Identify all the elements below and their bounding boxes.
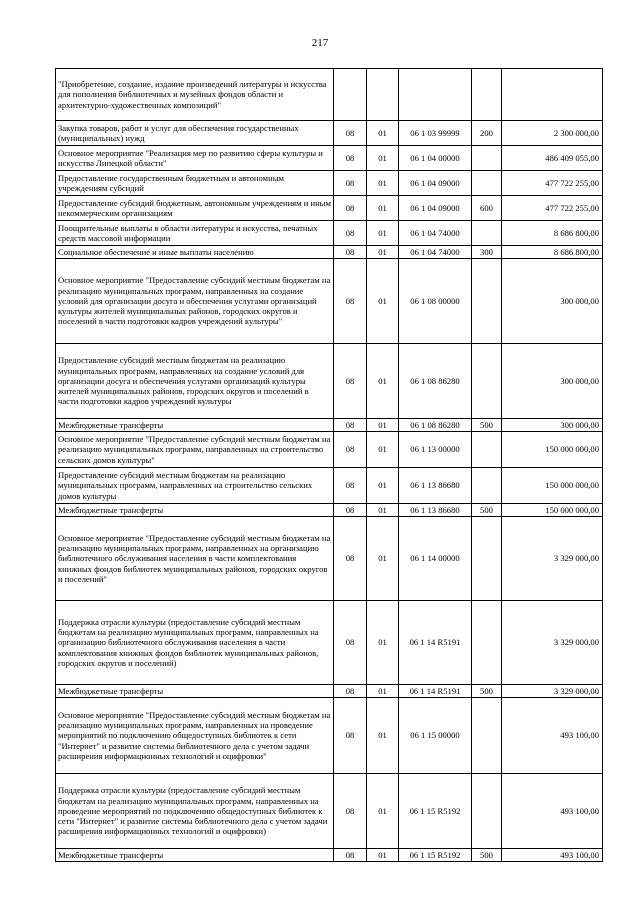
cell-subsection: 01: [367, 685, 399, 698]
cell-name: Основное мероприятие "Предоставление субсидий местным бюджетам на реализацию муниципальных программ, направленных на создание условий для организации досуга и обеспечения услугами организаций культуры жителей муниципальных районов, городских округов и поселений в части подготовки кадров учреждений культуры": [56, 259, 334, 344]
cell-subsection: 01: [367, 774, 399, 849]
cell-subsection: 01: [367, 601, 399, 685]
cell-section: 08: [334, 171, 367, 196]
cell-name: Основное мероприятие "Реализация мер по развитию сферы культуры и искусства Липецкой области": [56, 146, 334, 171]
cell-amount: 477 722 255,00: [502, 171, 603, 196]
cell-amount: 300 000,00: [502, 419, 603, 432]
cell-expense-type: 500: [472, 504, 502, 517]
cell-name: Основное мероприятие "Предоставление субсидий местным бюджетам на реализацию муниципальных программ, направленных на строительство сельских домов культуры": [56, 432, 334, 468]
cell-expense-type: 500: [472, 685, 502, 698]
cell-section: 08: [334, 685, 367, 698]
cell-subsection: 01: [367, 121, 399, 146]
cell-amount: 150 000 000,00: [502, 504, 603, 517]
cell-amount: 3 329 000,00: [502, 685, 603, 698]
cell-name: Основное мероприятие "Предоставление субсидий местным бюджетам на реализацию муниципальных программ, направленных на организацию библиотечного обслуживания населения в части комплектования книжных фондов библиотек муниципальных районов, городских округов и поселений": [56, 517, 334, 601]
cell-name: Поддержка отрасли культуры (предоставление субсидий местным бюджетам на реализацию муниципальных программ, направленных на проведение мероприятий по подключению общедоступных библиотек к сети "Интернет" и развитие системы библиотечного дела с учетом задачи расширения информационных технологий и оцифровки): [56, 774, 334, 849]
cell-expense-type: 200: [472, 121, 502, 146]
cell-subsection: 01: [367, 698, 399, 774]
cell-amount: 2 300 000,00: [502, 121, 603, 146]
cell-name: Предоставление государственным бюджетным и автономным учреждениям субсидий: [56, 171, 334, 196]
table-row: [56, 344, 603, 419]
cell-target-article: 06 1 13 86680: [399, 468, 472, 504]
cell-amount: [502, 69, 603, 121]
cell-subsection: 01: [367, 432, 399, 468]
cell-section: 08: [334, 196, 367, 221]
cell-name: Социальное обеспечение и иные выплаты населению: [56, 246, 334, 259]
cell-amount: 300 000,00: [502, 344, 603, 419]
cell-name: Межбюджетные трансферты: [56, 504, 334, 517]
cell-name: Межбюджетные трансферты: [56, 685, 334, 698]
cell-name: Межбюджетные трансферты: [56, 419, 334, 432]
cell-expense-type: [472, 344, 502, 419]
cell-target-article: 06 1 14 R5191: [399, 685, 472, 698]
table-row: [56, 685, 603, 698]
table-row: [56, 419, 603, 432]
cell-subsection: 01: [367, 468, 399, 504]
cell-target-article: 06 1 15 R5192: [399, 774, 472, 849]
table-row: [56, 246, 603, 259]
cell-section: 08: [334, 601, 367, 685]
table-row: [56, 221, 603, 246]
cell-amount: 150 000 000,00: [502, 468, 603, 504]
cell-target-article: 06 1 08 86280: [399, 344, 472, 419]
cell-target-article: 06 1 04 09000: [399, 196, 472, 221]
cell-target-article: [399, 69, 472, 121]
cell-name: Закупка товаров, работ и услуг для обеспечения государственных (муниципальных) нужд: [56, 121, 334, 146]
cell-name: Основное мероприятие "Предоставление субсидий местным бюджетам на реализацию муниципальных программ, направленных на проведение мероприятий по подключению общедоступных библиотек к сети "Интернет" и развитие системы библиотечного дела с учетом задачи расширения информационных технологий и оцифровки": [56, 698, 334, 774]
cell-expense-type: [472, 171, 502, 196]
cell-section: 08: [334, 146, 367, 171]
table-row: [56, 698, 603, 774]
cell-section: 08: [334, 698, 367, 774]
cell-target-article: 06 1 08 00000: [399, 259, 472, 344]
cell-name: Предоставление субсидий местным бюджетам на реализацию муниципальных программ, направленных на строительство сельских домов культуры: [56, 468, 334, 504]
budget-table: [55, 68, 603, 862]
cell-section: 08: [334, 221, 367, 246]
cell-subsection: 01: [367, 259, 399, 344]
cell-section: 08: [334, 517, 367, 601]
cell-target-article: 06 1 14 R5191: [399, 601, 472, 685]
cell-subsection: 01: [367, 517, 399, 601]
cell-expense-type: [472, 146, 502, 171]
cell-expense-type: 500: [472, 849, 502, 862]
cell-amount: 493 100,00: [502, 849, 603, 862]
cell-section: 08: [334, 849, 367, 862]
cell-name: Поощрительные выплаты в области литературы и искусства, печатных средств массовой информации: [56, 221, 334, 246]
cell-subsection: 01: [367, 171, 399, 196]
table-row: [56, 121, 603, 146]
table-row: [56, 69, 603, 121]
cell-section: 08: [334, 774, 367, 849]
cell-target-article: 06 1 13 86680: [399, 504, 472, 517]
cell-name: Поддержка отрасли культуры (предоставление субсидий местным бюджетам на реализацию муниципальных программ, направленных на организацию библиотечного обслуживания населения в части комплектования книжных фондов библиотек муниципальных районов, городских округов и поселений): [56, 601, 334, 685]
cell-subsection: 01: [367, 221, 399, 246]
cell-expense-type: [472, 774, 502, 849]
cell-section: [334, 69, 367, 121]
table-row: [56, 196, 603, 221]
cell-expense-type: [472, 698, 502, 774]
cell-expense-type: 500: [472, 419, 502, 432]
cell-amount: 150 000 000,00: [502, 432, 603, 468]
cell-target-article: 06 1 04 00000: [399, 146, 472, 171]
cell-amount: 8 686 800,00: [502, 221, 603, 246]
cell-section: 08: [334, 259, 367, 344]
cell-section: 08: [334, 468, 367, 504]
cell-expense-type: [472, 259, 502, 344]
cell-target-article: 06 1 03 99999: [399, 121, 472, 146]
cell-subsection: 01: [367, 849, 399, 862]
table-row: [56, 171, 603, 196]
cell-name: Межбюджетные трансферты: [56, 849, 334, 862]
table-row: [56, 601, 603, 685]
cell-target-article: 06 1 14 00000: [399, 517, 472, 601]
cell-amount: 493 100,00: [502, 698, 603, 774]
cell-name: Предоставление субсидий местным бюджетам на реализацию муниципальных программ, направленных на создание условий для организации досуга и обеспечения услугами организаций культуры жителей муниципальных районов, городских округов и поселений в части подготовки кадров учреждений культуры: [56, 344, 334, 419]
cell-target-article: 06 1 04 74000: [399, 221, 472, 246]
cell-section: 08: [334, 504, 367, 517]
cell-target-article: 06 1 04 74000: [399, 246, 472, 259]
cell-target-article: 06 1 15 R5192: [399, 849, 472, 862]
table-row: [56, 517, 603, 601]
cell-section: 08: [334, 419, 367, 432]
cell-amount: 3 329 000,00: [502, 517, 603, 601]
page-number: 217: [311, 37, 329, 49]
cell-target-article: 06 1 08 86280: [399, 419, 472, 432]
table-row: [56, 468, 603, 504]
cell-amount: 3 329 000,00: [502, 601, 603, 685]
cell-section: 08: [334, 344, 367, 419]
table-row: [56, 259, 603, 344]
table-row: [56, 504, 603, 517]
cell-amount: 477 722 255,00: [502, 196, 603, 221]
cell-target-article: 06 1 13 00000: [399, 432, 472, 468]
cell-subsection: 01: [367, 196, 399, 221]
cell-amount: 493 100,00: [502, 774, 603, 849]
cell-amount: 486 409 055,00: [502, 146, 603, 171]
table-row: [56, 849, 603, 862]
cell-expense-type: [472, 69, 502, 121]
cell-target-article: 06 1 04 09000: [399, 171, 472, 196]
cell-name: Предоставление субсидий бюджетным, автономным учреждениям и иным некоммерческим организациям: [56, 196, 334, 221]
cell-section: 08: [334, 246, 367, 259]
cell-expense-type: [472, 468, 502, 504]
cell-expense-type: [472, 432, 502, 468]
cell-subsection: 01: [367, 146, 399, 171]
cell-target-article: 06 1 15 00000: [399, 698, 472, 774]
cell-section: 08: [334, 432, 367, 468]
cell-expense-type: 300: [472, 246, 502, 259]
cell-section: 08: [334, 121, 367, 146]
cell-amount: 8 686 800,00: [502, 246, 603, 259]
cell-name: "Приобретение, создание, издание произведений литературы и искусства для пополнения библиотечных и музейных фондов области и архитектурно-художественных композиций": [56, 69, 334, 121]
cell-amount: 300 000,00: [502, 259, 603, 344]
table-row: [56, 774, 603, 849]
cell-subsection: [367, 69, 399, 121]
cell-expense-type: [472, 221, 502, 246]
cell-subsection: 01: [367, 246, 399, 259]
table-row: [56, 146, 603, 171]
cell-subsection: 01: [367, 419, 399, 432]
cell-subsection: 01: [367, 344, 399, 419]
cell-expense-type: 600: [472, 196, 502, 221]
cell-subsection: 01: [367, 504, 399, 517]
cell-expense-type: [472, 517, 502, 601]
budget-table-body: [56, 69, 603, 862]
cell-expense-type: [472, 601, 502, 685]
table-row: [56, 432, 603, 468]
